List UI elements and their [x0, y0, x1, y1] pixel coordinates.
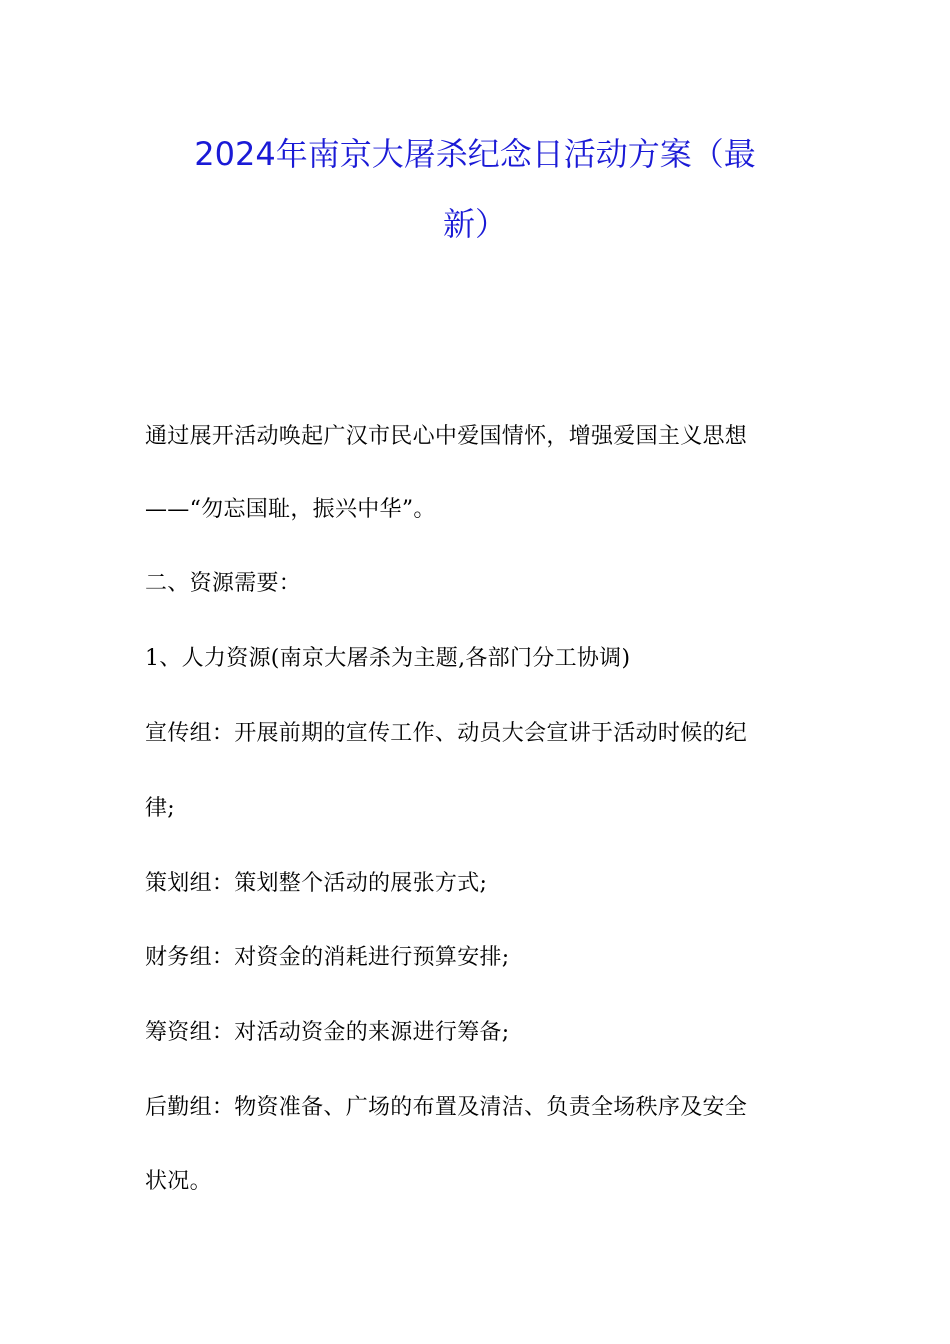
body-line-logistics-group-cont: 状况。 — [145, 1169, 212, 1194]
body-line-publicity-group: 宣传组：开展前期的宣传工作、动员大会宣讲于活动时候的纪 — [145, 721, 748, 746]
document-title-line-2: 新） — [442, 205, 507, 243]
body-line-intro: 通过展开活动唤起广汉市民心中爱国情怀，增强爱国主义思想 — [145, 424, 748, 449]
subsection-heading-human-resources: 1、人力资源(南京大屠杀为主题,各部门分工协调) — [145, 646, 631, 671]
body-line-logistics-group: 后勤组：物资准备、广场的布置及清洁、负责全场秩序及安全 — [145, 1095, 748, 1120]
body-line-planning-group: 策划组：策划整个活动的展张方式; — [145, 871, 488, 896]
body-line-finance-group: 财务组：对资金的消耗进行预算安排; — [145, 945, 510, 970]
document-title-line-1: 2024年南京大屠杀纪念日活动方案（最 — [194, 135, 756, 173]
body-line-fundraising-group: 筹资组：对活动资金的来源进行筹备; — [145, 1020, 510, 1045]
body-line-slogan: ——“勿忘国耻，振兴中华”。 — [145, 497, 436, 522]
section-heading-resources: 二、资源需要： — [145, 571, 302, 596]
body-line-publicity-group-cont: 律; — [145, 796, 176, 821]
